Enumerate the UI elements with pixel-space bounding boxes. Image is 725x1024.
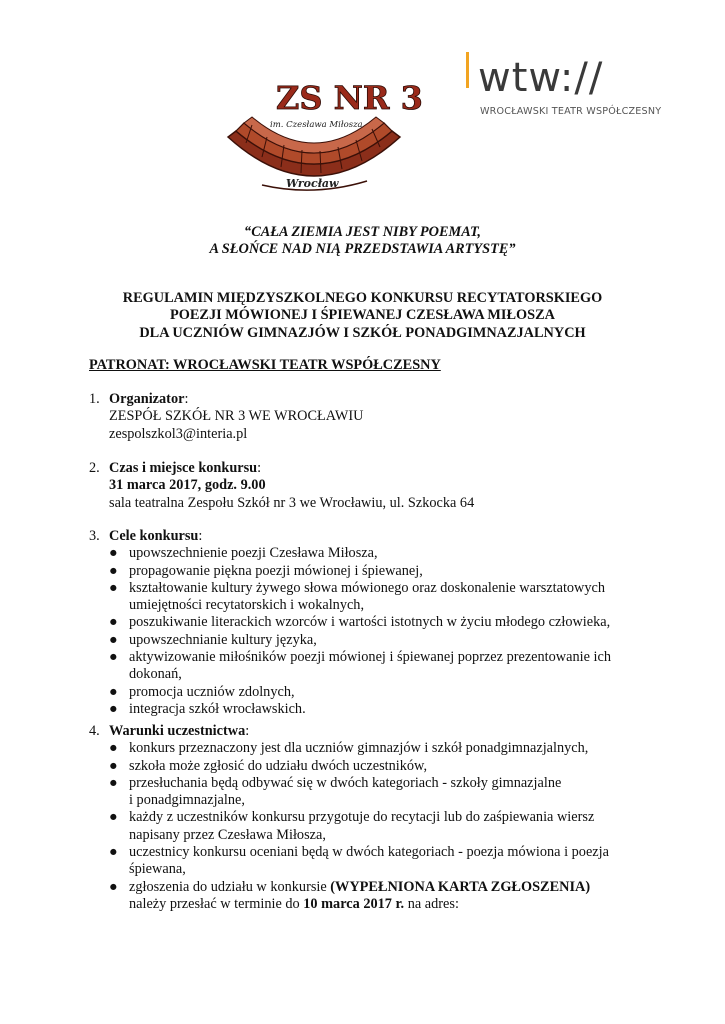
list-item: ● zgłoszenia do udziału w konkursie (WYPEŁNIONA KARTA ZGŁOSZENIA) należy przesłać w terminie do 10 marca 2017 r. na adres: xyxy=(109,878,591,912)
theatre-logo-name: wtw:// xyxy=(478,55,604,101)
document-title xyxy=(0,290,725,342)
bullet-icon: ● xyxy=(109,562,118,579)
list-item: ● każdy z uczestników konkursu przygotuje do recytacji lub do zaśpiewania wiersz napisany przez Czesława Miłosza, xyxy=(109,809,595,843)
list-item: ● kształtowanie kultury żywego słowa mówionego oraz doskonalenie warsztatowych umiejętności recytatorskich i wokalnych, xyxy=(109,579,606,614)
section-number: 4. xyxy=(89,723,100,739)
list-item: ● propagowanie piękna poezji mówionej i śpiewanej, xyxy=(109,562,423,579)
bullet-icon: ● xyxy=(109,809,118,826)
list-item: ● konkurs przeznaczony jest dla uczniów gimnazjów i szkół ponadgimnazjalnych, xyxy=(109,740,589,757)
section-heading: Czas i miejsce konkursu xyxy=(109,460,258,476)
bullet-icon: ● xyxy=(109,683,118,700)
contest-place: sala teatralna Zespołu Szkół nr 3 we Wrocławiu, ul. Szkocka 64 xyxy=(109,494,475,511)
bullet-icon: ● xyxy=(109,844,118,861)
motto-line: A SŁOŃCE NAD NIĄ PRZEDSTAWIA ARTYSTĘ” xyxy=(209,241,516,258)
logo-main-text: ZS NR 3 xyxy=(276,79,423,117)
list-item: ● promocja uczniów zdolnych, xyxy=(109,683,295,700)
section-number: 3. xyxy=(89,528,100,544)
bullet-icon: ● xyxy=(109,878,118,895)
list-item: ● aktywizowanie miłośników poezji mówionej i śpiewanej poprzez prezentowanie ich dokonań, xyxy=(109,649,611,683)
theatre-logo-subtitle: WROCŁAWSKI TEATR WSPÓŁCZESNY xyxy=(480,106,662,117)
bullet-icon: ● xyxy=(109,614,118,631)
list-item: ● integracja szkół wrocławskich. xyxy=(109,700,306,717)
section-number: 2. xyxy=(89,460,100,476)
section-heading: Warunki uczestnictwa xyxy=(109,723,246,739)
organizer-name: ZESPÓŁ SZKÓŁ NR 3 WE WROCŁAWIU xyxy=(109,408,364,425)
conditions-list xyxy=(109,740,649,913)
section-heading: Organizator xyxy=(109,391,185,407)
school-logo-graphic xyxy=(222,65,423,195)
document-page: ZS NR 3 im. Czesława Miłosza Wrocław wtw:// WROCŁAWSKI TEATR WSPÓŁCZESNY “CAŁA ZIEMIA JEST NIBY POEMAT, A SŁOŃCE NAD NIĄ PRZEDSTAWIA ARTYSTĘ” REGULAMIN MIĘDZYSZKOLNEGO KONKURSU RECYTATORSKIEGO POEZJI MÓWIONEJ I ŚPIEWANEJ CZESŁAWA MIŁOSZA DLA UCZNIÓW GIMNAZJÓW I SZKÓŁ PONADGIMNAZJALNYCH PATRONAT: WROCŁAWSKI TEATR WSPÓŁCZESNY 1. Organizator: ZESPÓŁ SZKÓŁ NR 3 WE WROCŁAWIU zespolszkol3@interia.pl 2. Czas i miejsce konkursu: 31 marca 2017, godz. 9.00 sala teatralna Zespołu Szkół nr 3 we Wrocławiu, ul. Szkocka 64 3. Cele konkursu: ● upowszechnienie poezji Czesława Miłosza, ● propagowanie piękna poezji mówionej i śpiewanej, ● kształtowanie kultury żywego słowa mówionego oraz doskonalenie warsztatowych umiejętności recytatorskich i wokalnych, ● poszukiwanie literackich wzorców i wartości istotnych w życiu młodego człowieka, ● upowszechnianie kultury języka, ● aktywizowanie miłośników poezji mówionej i śpiewanej poprzez prezentowanie ich dokonań, ● promocja uczniów zdolnych, ● integracja szkół wrocławskich. 4. Warunki uczestnictwa: ● konkurs przeznaczony jest dla uczniów gimnazjów i szkół ponadgimnazjalnych, ● szkoła może zgłosić do udziału dwóch uczestników, ● przesłuchania będą odbywać się w dwóch kategoriach - szkoły gimnazjalne i ponadgimnazjalne, ● każdy z uczestników konkursu przygotuje do recytacji lub do zaśpiewania wiersz napisany przez Czesława Miłosza, ● uczestnicy konkursu oceniani będą w dwóch kategoriach - poezja mówiona i poezja śpiewana, ● zgłoszenia do udziału w konkursie (WYPEŁNIONA KARTA ZGŁOSZENIA) należy przesłać w terminie do 10 marca 2017 r. na adres: xyxy=(0,0,725,1024)
list-item: ● upowszechnienie poezji Czesława Miłosza, xyxy=(109,545,378,562)
bullet-icon: ● xyxy=(109,545,118,562)
list-item: ● przesłuchania będą odbywać się w dwóch kategoriach - szkoły gimnazjalne i ponadgimnazjalne, xyxy=(109,774,562,809)
logo-city-text: Wrocław xyxy=(286,177,339,190)
bullet-icon: ● xyxy=(109,740,118,757)
motto xyxy=(0,224,725,259)
bullet-icon: ● xyxy=(109,774,118,791)
title-line: DLA UCZNIÓW GIMNAZJÓW I SZKÓŁ PONADGIMNAZJALNYCH xyxy=(139,324,586,341)
title-line: REGULAMIN MIĘDZYSZKOLNEGO KONKURSU RECYTATORSKIEGO xyxy=(122,290,603,306)
title-line: POEZJI MÓWIONEJ I ŚPIEWANEJ CZESŁAWA MIŁOSZA xyxy=(170,307,555,324)
contest-date: 31 marca 2017, godz. 9.00 xyxy=(109,477,266,494)
theatre-logo xyxy=(466,52,666,127)
list-item: ● poszukiwanie literackich wzorców i wartości istotnych w życiu młodego człowieka, xyxy=(109,614,611,631)
bullet-icon: ● xyxy=(109,649,118,666)
bullet-icon: ● xyxy=(109,631,118,648)
patronage-heading: PATRONAT: WROCŁAWSKI TEATR WSPÓŁCZESNY xyxy=(89,357,441,373)
bullet-icon: ● xyxy=(109,579,118,596)
goals-list xyxy=(109,545,649,718)
list-item: ● uczestnicy konkursu oceniani będą w dwóch kategoriach - poezja mówiona i poezja śpiewana, xyxy=(109,844,609,878)
school-logo xyxy=(222,65,423,195)
logo-patron-text: im. Czesława Miłosza xyxy=(270,120,363,130)
list-item: ● upowszechnianie kultury języka, xyxy=(109,631,317,648)
theatre-logo-accent-bar xyxy=(466,52,469,88)
bullet-icon: ● xyxy=(109,757,118,774)
section-heading: Cele konkursu xyxy=(109,528,199,544)
motto-line: “CAŁA ZIEMIA JEST NIBY POEMAT, xyxy=(244,224,481,240)
section-number: 1. xyxy=(89,391,100,407)
bullet-icon: ● xyxy=(109,700,118,717)
organizer-email: zespolszkol3@interia.pl xyxy=(109,425,248,442)
list-item: ● szkoła może zgłosić do udziału dwóch uczestników, xyxy=(109,757,428,774)
